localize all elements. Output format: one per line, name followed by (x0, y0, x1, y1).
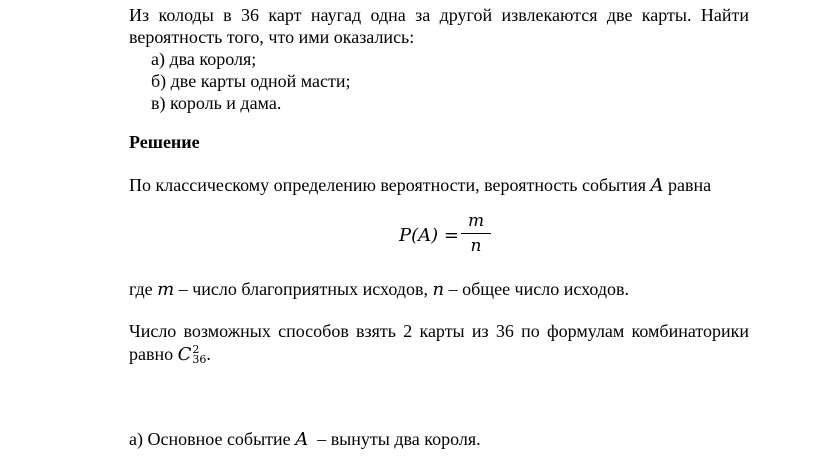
intro-var-a: A (650, 175, 664, 196)
combo-sub: 36 (192, 353, 207, 366)
fraction-bar (461, 233, 491, 234)
problem-line-2: вероятность того, что ими оказались: (129, 27, 415, 47)
problem-item-c: в) король и дама. (151, 93, 282, 113)
combo-text-after: . (206, 344, 211, 364)
formula-numerator: m (467, 211, 485, 231)
combo-sup: 2 (192, 343, 200, 356)
intro-text-after: равна (663, 175, 712, 195)
combo-line-2 (129, 343, 211, 366)
where-text-2: – число благоприятных исходов, (174, 279, 433, 299)
part-a-text-after: – вынуты два короля. (308, 429, 481, 449)
part-a-var: A (295, 429, 309, 450)
formula-fraction (461, 211, 491, 256)
where-text-3: – общее число исходов. (444, 279, 630, 299)
formula-lhs: P(A) = (399, 225, 459, 246)
where-line (129, 278, 629, 301)
combo-text-before: равно (129, 344, 178, 364)
problem-item-b: б) две карты одной масти; (151, 71, 351, 91)
where-var-n: n (432, 279, 445, 300)
intro-text-before: По классическому определению вероятности, вероятность события (129, 175, 651, 195)
problem-item-a: а) два короля; (151, 49, 257, 69)
combination-symbol (178, 344, 207, 365)
problem-line-1: Из колоды в 36 карт наугад одна за другой извлекаются две карты. Найти (129, 5, 749, 25)
solution-intro (129, 174, 711, 197)
part-a-text-before: а) Основное событие (129, 429, 296, 449)
where-text-1: где (129, 279, 158, 299)
combo-line-1: Число возможных способов взять 2 карты из 36 по формулам комбинаторики (129, 321, 749, 341)
where-var-m: m (157, 279, 175, 300)
part-a-line (129, 428, 481, 451)
solution-heading: Решение (129, 132, 200, 152)
combo-letter: C (177, 344, 192, 365)
formula-denominator: n (470, 236, 482, 256)
